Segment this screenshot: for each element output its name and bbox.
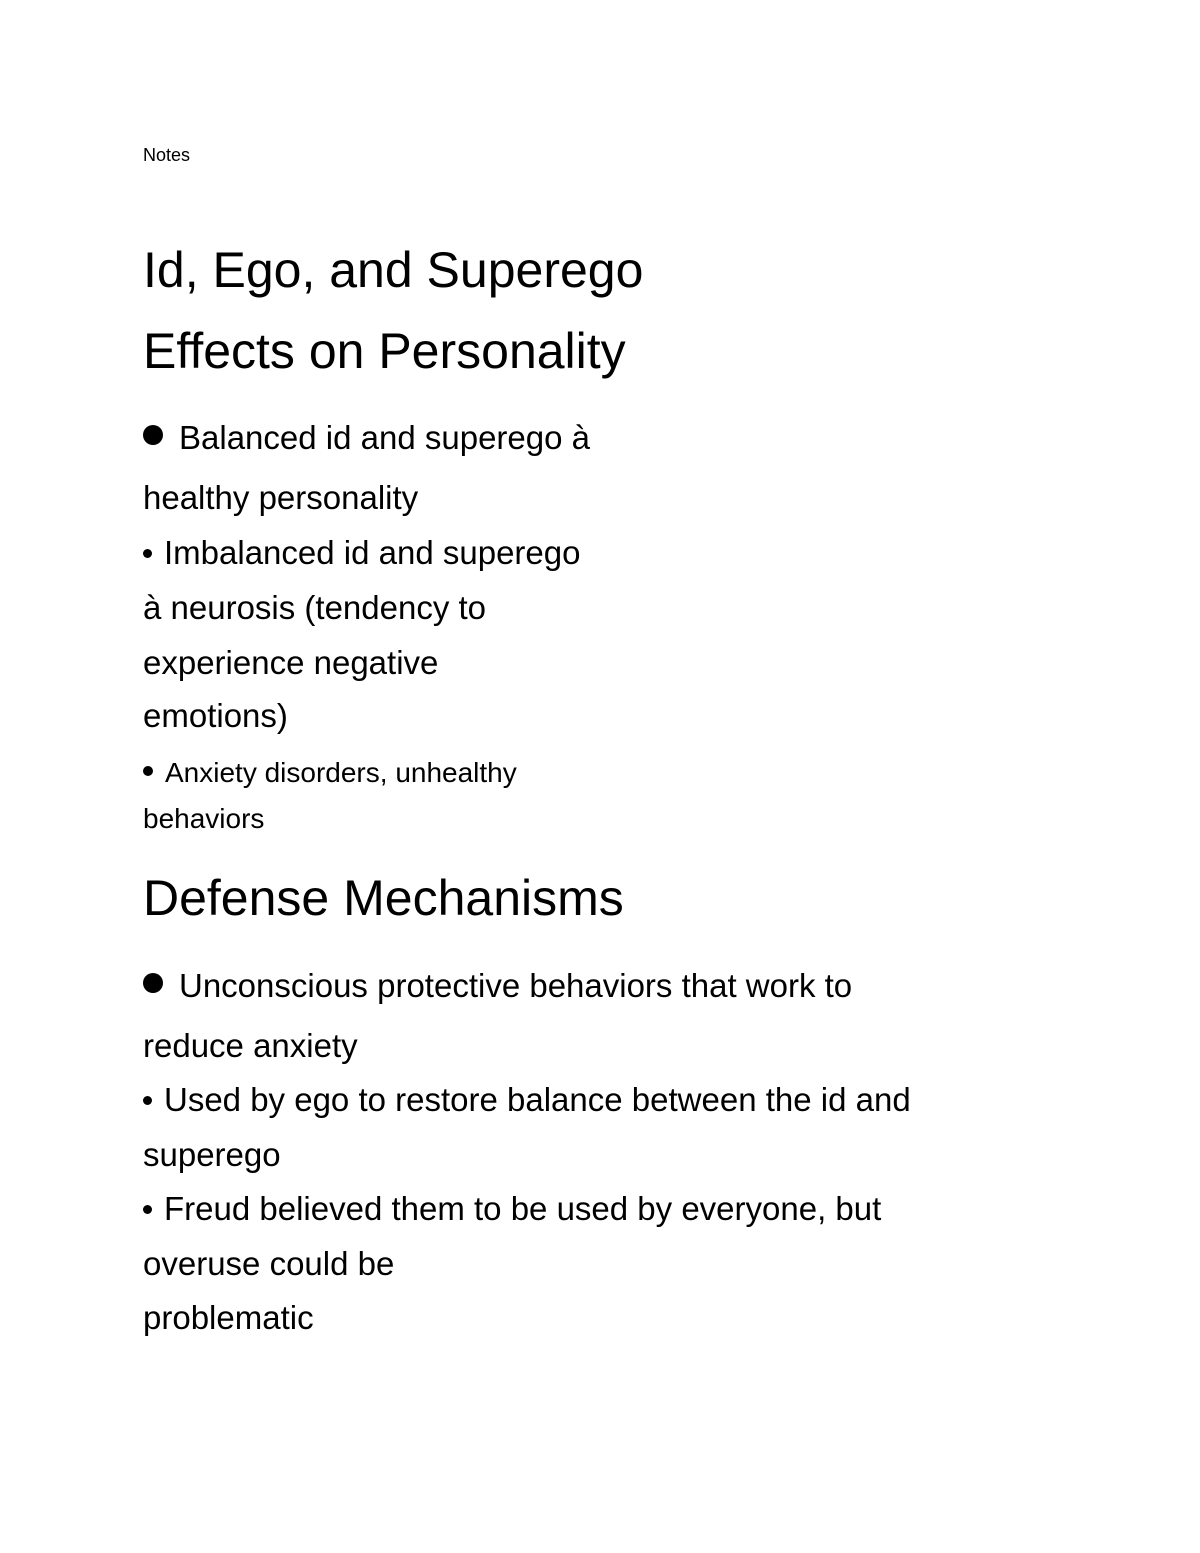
list-item-continuation: reduce anxiety bbox=[143, 1027, 358, 1064]
list-item-continuation: experience negative bbox=[143, 644, 439, 681]
list-item bbox=[143, 969, 852, 1002]
section-title-defense-mechanisms: Defense Mechanisms bbox=[143, 870, 624, 926]
bullet-icon bbox=[143, 766, 153, 776]
list-item-continuation: behaviors bbox=[143, 803, 265, 834]
section-title-effects-on-personality: Effects on Personality bbox=[143, 323, 626, 379]
list-item bbox=[143, 759, 517, 787]
list-item bbox=[143, 421, 590, 454]
header-notes: Notes bbox=[143, 145, 191, 165]
list-item bbox=[143, 1083, 911, 1116]
list-item-text: Unconscious protective behaviors that work to bbox=[179, 967, 853, 1004]
list-item-text: Freud believed them to be used by everyone, but bbox=[164, 1190, 882, 1227]
list-item-continuation: overuse could be bbox=[143, 1245, 395, 1282]
bullet-icon bbox=[143, 549, 152, 558]
bullet-icon bbox=[143, 1205, 152, 1214]
bullet-icon bbox=[143, 425, 163, 445]
list-item-text: Anxiety disorders, unhealthy bbox=[165, 757, 517, 788]
section-title-id-ego-superego: Id, Ego, and Superego bbox=[143, 242, 644, 298]
list-item-continuation: emotions) bbox=[143, 697, 288, 734]
list-item-continuation: problematic bbox=[143, 1299, 314, 1336]
list-item-text: Imbalanced id and superego bbox=[164, 534, 581, 571]
list-item bbox=[143, 1192, 881, 1225]
list-item-text: Balanced id and superego à bbox=[179, 419, 590, 456]
list-item-continuation: superego bbox=[143, 1136, 281, 1173]
list-item-text: Used by ego to restore balance between the id and bbox=[164, 1081, 911, 1118]
list-item-continuation: à neurosis (tendency to bbox=[143, 589, 487, 626]
list-item bbox=[143, 536, 580, 569]
bullet-icon bbox=[143, 1096, 152, 1105]
bullet-icon bbox=[143, 973, 163, 993]
list-item-continuation: healthy personality bbox=[143, 479, 419, 516]
